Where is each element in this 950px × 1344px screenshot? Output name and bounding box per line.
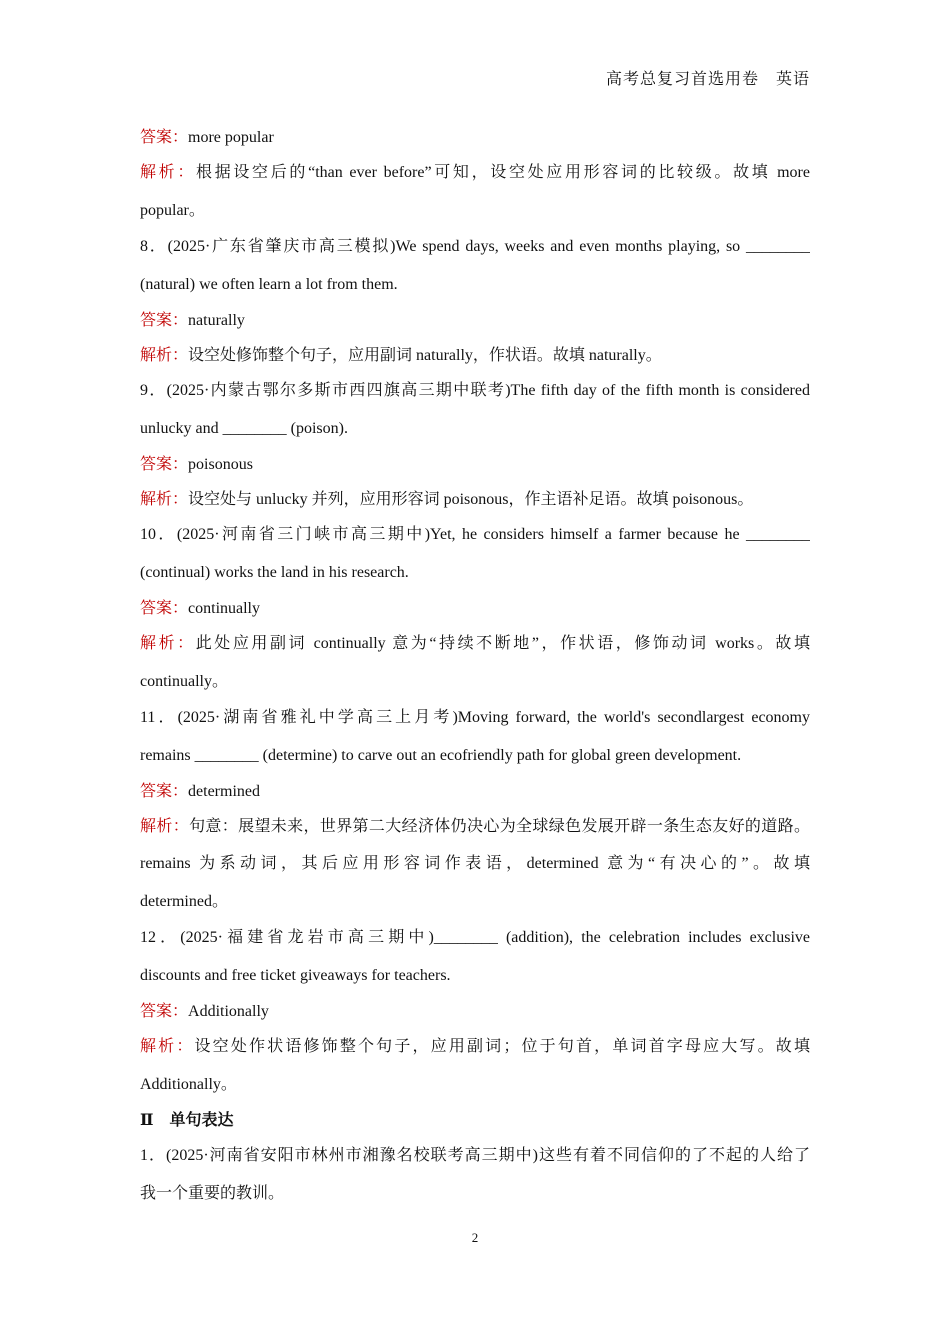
explanation-11-line2: remains 为系动词，其后应用形容词作表语，determined 意为“有决心的”。故填 (140, 855, 810, 872)
explanation-7-line2: popular。 (140, 202, 205, 219)
explanation-text: 设空处与 unlucky 并列，应用形容词 poisonous，作主语补足语。故填 poisonous。 (188, 491, 754, 508)
question-11-line1: 11．(2025·湖南省雅礼中学高三上月考)Moving forward, the world's secondlargest economy (140, 709, 810, 726)
explanation-label: 解析： (140, 491, 189, 508)
explanation-text: 设空处修饰整个句子，应用副词 naturally，作状语。故填 naturally。 (188, 347, 662, 364)
section-heading: Ⅱ 单句表达 (140, 1112, 234, 1129)
page-number: 2 (471, 1230, 479, 1245)
explanation-label: 解析： (140, 347, 189, 364)
explanation-text: 设空处作状语修饰整个句子，应用副词；位于句首，单词首字母应大写。故填 (194, 1038, 810, 1055)
explanation-9 (140, 482, 810, 517)
explanation-10-line1 (140, 626, 810, 663)
explanation-label: 解析： (140, 164, 197, 181)
question-9-line1: 9．(2025·内蒙古鄂尔多斯市西四旗高三期中联考)The fifth day of the fifth month is considered (140, 382, 810, 399)
answer-text: more popular (188, 129, 274, 146)
question-11-line2: remains ________ (determine) to carve out an ecofriendly path for global green development. (140, 747, 742, 764)
explanation-12-line2: Additionally。 (140, 1076, 237, 1093)
explanation-label: 解析： (140, 635, 196, 652)
answer-text: poisonous (188, 456, 253, 473)
explanation-11-line3: determined。 (140, 893, 228, 910)
explanation-7-line1 (140, 155, 810, 192)
question-9-line2: unlucky and ________ (poison). (140, 420, 348, 437)
explanation-8 (140, 338, 810, 373)
explanation-10-line2: continually。 (140, 673, 228, 690)
answer-label: 答案： (140, 312, 189, 329)
translation-1-line1: 1．(2025·河南省安阳市林州市湘豫名校联考高三期中)这些有着不同信仰的了不起的人给了 (140, 1147, 810, 1164)
explanation-text: 此处应用副词 continually 意为“持续不断地”，作状语，修饰动词 works。故填 (195, 635, 810, 652)
answer-7 (140, 120, 810, 155)
answer-9 (140, 447, 810, 482)
explanation-text: 根据设空后的“than ever before”可知，设空处应用形容词的比较级。故填 more (196, 164, 810, 181)
page-header: 高考总复习首选用卷 英语 (605, 71, 810, 88)
answer-label: 答案： (140, 129, 189, 146)
explanation-11-line1 (140, 809, 810, 846)
answer-text: naturally (188, 312, 245, 329)
page-content (140, 120, 810, 1212)
answer-8 (140, 303, 810, 338)
question-8-line1: 8．(2025·广东省肇庆市高三模拟)We spend days, weeks and even months playing, so ________ (140, 238, 810, 255)
translation-1-line2: 我一个重要的教训。 (140, 1185, 285, 1202)
answer-10 (140, 591, 810, 626)
answer-text: Additionally (188, 1003, 269, 1020)
answer-12 (140, 994, 810, 1029)
answer-label: 答案： (140, 456, 189, 473)
answer-11 (140, 774, 810, 809)
explanation-label: 解析： (140, 1038, 195, 1055)
answer-label: 答案： (140, 1003, 189, 1020)
question-8-line2: (natural) we often learn a lot from them. (140, 276, 398, 293)
answer-label: 答案： (140, 783, 189, 800)
explanation-label: 解析： (140, 818, 190, 835)
answer-text: continually (188, 600, 260, 617)
question-10-line2: (continual) works the land in his research. (140, 564, 409, 581)
question-10-line1: 10．(2025·河南省三门峡市高三期中)Yet, he considers himself a farmer because he ________ (140, 526, 810, 543)
explanation-text: 句意：展望未来，世界第二大经济体仍决心为全球绿色发展开辟一条生态友好的道路。 (189, 818, 810, 835)
explanation-12-line1 (140, 1029, 810, 1066)
answer-text: determined (188, 783, 260, 800)
question-12-line2: discounts and free ticket giveaways for teachers. (140, 967, 451, 984)
question-12-line1: 12．(2025·福建省龙岩市高三期中)________ (addition), the celebration includes exclusive (140, 929, 810, 946)
answer-label: 答案： (140, 600, 189, 617)
